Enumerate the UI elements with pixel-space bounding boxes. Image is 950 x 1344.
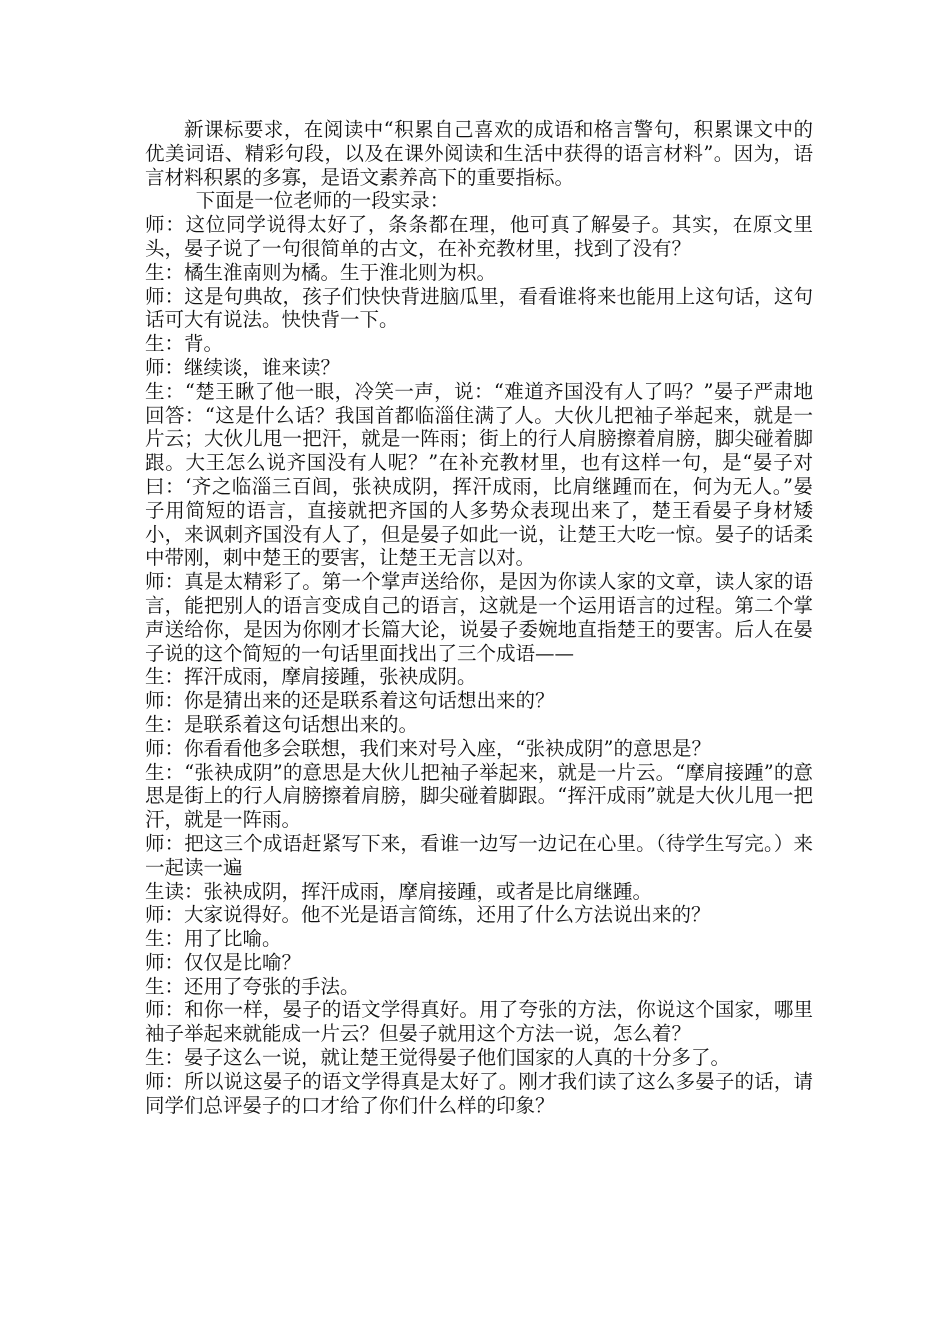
intro-lead-line: 下面是一位老师的一段实录： [195,189,450,213]
dialogue-line: 师：你看看他多会联想，我们来对号入座，“张袂成阴”的意思是？ [145,736,711,760]
dialogue-line: 师：真是太精彩了。第一个掌声送给你，是因为你读人家的文章，读人家的语言，能把别人的语言变成自己的语言，这就是一个运用语言的过程。第二个掌声送给你，是因为你刚才长篇大论，说晏子委婉地直指楚王的要害。后人在晏子说的这个简短的一句话里面找出了三个成语—— [145,570,813,665]
dialogue-line: 师：和你一样，晏子的语文学得真好。用了夸张的方法，你说这个国家，哪里袖子举起来就能成一片云？但晏子就用这个方法一说，怎么着？ [145,998,813,1046]
dialogue-line: 师：仅仅是比喻？ [145,950,302,974]
dialogue-line: 生：背。 [145,332,224,356]
dialogue-line: 师：所以说这晏子的语文学得真是太好了。刚才我们读了这么多晏子的话，请同学们总评晏子的口才给了你们什么样的印象？ [145,1069,813,1117]
dialogue-line: 生读：张袂成阴，挥汗成雨，摩肩接踵，或者是比肩继踵。 [145,879,653,903]
dialogue-line: 生：是联系着这句话想出来的。 [145,712,419,736]
dialogue-line: 生：“楚王瞅了他一眼，冷笑一声，说：“难道齐国没有人了吗？”晏子严肃地回答：“这是什么话？我国首都临淄住满了人。大伙儿把袖子举起来，就是一片云；大伙儿甩一把汗，就是一阵雨；街上的行人肩膀擦着肩膀，脚尖碰着脚跟。大王怎么说齐国没有人呢？”在补充教材里，也有这样一句，是“晏子对曰：‘齐之临淄三百闾，张袂成阴，挥汗成雨，比肩继踵而在，何为无人。”晏子用简短的语言，直接就把齐国的人多势众表现出来了，楚王看晏子身材矮小，来讽刺齐国没有人了，但是晏子如此一说，让楚王大吃一惊。晏子的话柔中带刚，刺中楚王的要害，让楚王无言以对。 [145,379,813,570]
dialogue-line: 生：用了比喻。 [145,927,282,951]
dialogue-line: 师：继续谈，谁来读？ [145,355,341,379]
intro-paragraph: 新课标要求，在阅读中“积累自己喜欢的成语和格言警句，积累课文中的优美词语、精彩句段，以及在课外阅读和生活中获得的语言材料”。因为，语言材料积累的多寡，是语文素养高下的重要指标。 [145,118,813,189]
dialogue-line: 生：晏子这么一说，就让楚王觉得晏子他们国家的人真的十分多了。 [145,1046,731,1070]
dialogue-line: 生：橘生淮南则为橘。生于淮北则为枳。 [145,260,497,284]
dialogue-line: 生：“张袂成阴”的意思是大伙儿把袖子举起来，就是一片云。“摩肩接踵”的意思是街上的行人肩膀擦着肩膀，脚尖碰着脚跟。“挥汗成雨”就是大伙儿甩一把汗，就是一阵雨。 [145,760,813,832]
dialogue-line: 师：把这三个成语赶紧写下来，看谁一边写一边记在心里。（待学生写完。）来一起读一遍 [145,831,813,879]
document-body [145,118,813,1117]
dialogue-line: 生：还用了夸张的手法。 [145,974,360,998]
dialogue-line: 生：挥汗成雨，摩肩接踵，张袂成阴。 [145,665,477,689]
dialogue-line: 师：大家说得好。他不光是语言简练，还用了什么方法说出来的？ [145,903,711,927]
dialogue-line: 师：你是猜出来的还是联系着这句话想出来的？ [145,689,555,713]
dialogue-line: 师：这位同学说得太好了，条条都在理，他可真了解晏子。其实，在原文里头，晏子说了一句很简单的古文，在补充教材里，找到了没有？ [145,213,813,260]
dialogue-line: 师：这是句典故，孩子们快快背进脑瓜里，看看谁将来也能用上这句话，这句话可大有说法。快快背一下。 [145,284,813,332]
